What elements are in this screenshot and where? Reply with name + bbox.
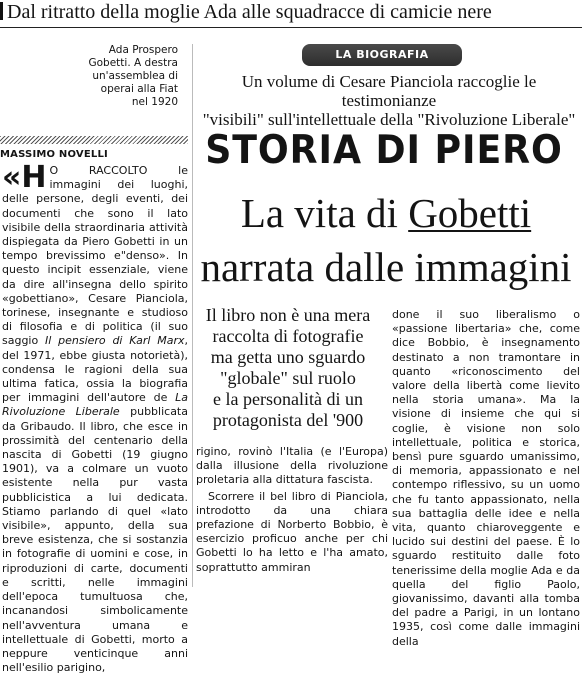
article-column-2 [196,445,388,587]
kicker-bar [0,2,3,20]
caption-line: Ada Prospero [108,44,178,56]
article-column-1 [2,160,188,675]
article-paragraph: Scorrere il bel libro di Pianciola, introdotto da una chiara prefazione di Norberto Bobbio, è esercizio proficuo anche per chi Gobetti lo ha letto e l'ha amato, soprattutto ammiran [196,489,388,574]
article-paragraph: «H O RACCOLTO le immagini dei luoghi, delle persone, degli eventi, dei documenti che sono il lato visibile della straordinaria attività dispiegata da Piero Gobetti in un tempo brevissimo e"denso». In questo incipit essenziale, viene da dire all'insegna dello spirito «gobettiano», Cesare Pianciola, torinese, insegnante e studioso di filosofia e di politica (il suo saggio Il pensiero di Karl Marx, del 1971, ebbe giusta notorietà), condensa le ragioni della sua ultima fatica, ossia la biografia per immagini dell'autore de La Rivoluzione Liberale pubblicata da Gribaudo. Il libro, che esce in prossimità del centenario della nascita di Gobetti (19 giugno 1901), va a colmare un vuoto esistente nella pur vasta pubblicistica a lui dedicata. Stiamo parlando di quel «lato visibile», appunto, della sua breve esistenza, che si sostanzia in fotografie di uomini e cose, in riproduzioni di carte, documenti e scritti, nelle immagini dell'epoca tumultuosa che, incanandosi simbolicamente nell'avventura umana e intellettuale di Gobetti, morto a neppure venticinque anni nell'esilio parigino, [2,160,188,675]
kicker-text: Dal ritratto della moglie Ada alle squadracce di camicie nere [7,1,492,23]
kicker-headline [0,0,582,26]
pullquote-line: "globale" sul ruolo [220,368,356,388]
journal-title: La Rivoluzione Liberale [2,391,188,419]
top-rule [0,27,582,28]
book-title: Il pensiero di Karl Marx [45,334,185,348]
article-paragraph: rigino, rovinò l'Italia (e l'Europa) dalla illusione della rivoluzione proletaria alla dittatura fascista. [196,445,388,487]
deck-line-2: "visibili" sull'intellettuale della "Rivoluzione Liberale" [202,110,576,129]
subtitle-name: Gobetti [408,190,532,236]
drop-cap: «H [2,160,47,195]
deck-line-1: Un volume di Cesare Pianciola raccoglie le testimonianze [241,72,537,110]
caption-line: un'assemblea di [92,70,178,82]
article-column-3 [392,308,580,648]
caption-line: operai alla Fiat [100,83,178,95]
caption-line: Gobetti. A destra [88,57,178,69]
subtitle [190,186,582,294]
pullquote-line: ma getta uno sguardo [210,347,366,367]
main-title: STORIA DI PIERO [205,128,563,173]
pullquote-line: protagonista del '900 [212,410,364,430]
subtitle-line-2: narrata dalle immagini [200,244,572,290]
article-paragraph: done il suo liberalismo o «passione libertaria» che, come dice Bobbio, è insegnamento destinato a non tramontare in quanto «riconoscimento del valore della libertà come lievito nella storia umana». Ma la visione di insieme che qui si coglie, è visione non solo intellettuale, politica e storica, bensì pure sguardo umanissimo, di memoria, appassionato e nel contempo riflessivo, su un uomo che fu tanto appassionato, nella sua battaglia delle idee e nella vita, quanto chiaroveggente e lucido sui destini del paese. È lo sguardo restituito dalle foto tenerissime della moglie Ada e da quella del figlio Paolo, giovanissimo, davanti alla tomba del padre a Parigi, in un lontano 1935, così come dalle immagini della [392,308,580,648]
pullquote-line: e la personalità di un [213,389,363,409]
pullquote-line: Il libro non è una mera [205,305,371,325]
pullquote [190,305,386,431]
caption-line: nel 1920 [131,96,178,108]
hatched-divider [0,136,188,144]
subtitle-line-1 [190,186,582,240]
photo-caption [78,44,178,109]
section-rubric: LA BIOGRAFIA [302,44,462,66]
byline: MASSIMO NOVELLI [0,149,108,160]
subtitle-prefix: La vita di [240,190,409,236]
deck [196,72,582,129]
pullquote-line: raccolta di fotografie [212,326,364,346]
